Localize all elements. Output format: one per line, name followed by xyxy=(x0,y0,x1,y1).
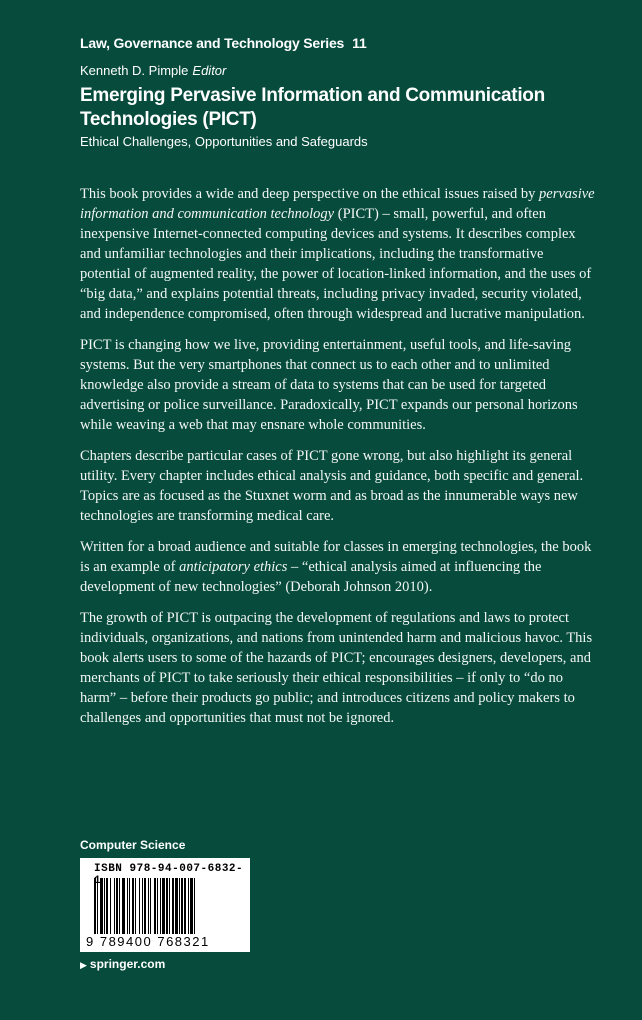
blurb-paragraph-4: Written for a broad audience and suitable for classes in emerging technologies, the book is an example of anticipatory ethics – “ethical analysis aimed at influencing the development of new technologies” (Deborah Johnson 2010). xyxy=(80,539,592,595)
barcode-bar xyxy=(100,878,103,934)
barcode-bar xyxy=(127,878,128,934)
barcode-bar xyxy=(114,878,115,934)
barcode-bar xyxy=(110,878,111,934)
barcode-bar xyxy=(194,878,195,934)
blurb-paragraph-3: Chapters describe particular cases of PICT gone wrong, but also highlight its general utility. Every chapter includes ethical analysis and guidance, both specific and general. Topics are as focused as the Stuxnet worm and as broad as the innumerable ways new technologies are transforming medical care. xyxy=(80,448,584,524)
barcode-bar xyxy=(119,878,120,934)
barcode-bar xyxy=(179,878,180,934)
book-subtitle: Ethical Challenges, Opportunities and Safeguards xyxy=(80,134,368,149)
barcode-digits: 9 789400 768321 xyxy=(86,934,210,949)
barcode-bar xyxy=(169,878,170,934)
barcode-bar xyxy=(104,878,105,934)
editor-role: Editor xyxy=(192,63,227,78)
barcode-bar xyxy=(172,878,174,934)
editor-line xyxy=(80,63,226,78)
barcode-bar xyxy=(175,878,178,934)
barcode-bar xyxy=(106,878,108,934)
barcode-bar xyxy=(184,878,186,934)
barcode-bar xyxy=(132,878,134,934)
book-title: Emerging Pervasive Information and Communication Technologies (PICT) xyxy=(80,85,545,130)
barcode-bar xyxy=(190,878,193,934)
barcode-bar xyxy=(97,878,98,934)
series-name: Law, Governance and Technology Series xyxy=(80,35,345,51)
barcode-bar xyxy=(160,878,161,934)
barcode-bar xyxy=(144,878,146,934)
barcode-bar xyxy=(116,878,118,934)
barcode-bar xyxy=(162,878,165,934)
barcode-bar xyxy=(181,878,183,934)
website-text: springer.com xyxy=(89,957,166,971)
barcode-bar xyxy=(188,878,189,934)
barcode-bar xyxy=(142,878,143,934)
barcode-bar xyxy=(157,878,158,934)
barcode-bar xyxy=(139,878,140,934)
barcode-bar xyxy=(148,878,149,934)
subject-category: Computer Science xyxy=(80,838,186,852)
isbn-barcode xyxy=(80,858,250,952)
barcode-bars xyxy=(94,878,236,934)
arrow-right-icon: ▶ xyxy=(80,960,87,970)
back-cover-blurb xyxy=(80,184,595,739)
series-number: 11 xyxy=(352,35,367,51)
barcode-bar xyxy=(150,878,151,934)
barcode-bar xyxy=(122,878,125,934)
editor-name: Kenneth D. Pimple xyxy=(80,63,189,78)
blurb-paragraph-5: The growth of PICT is outpacing the development of regulations and laws to protect individuals, organizations, and nations from unintended harm and malicious havoc. This book alerts users to some of the hazards of PICT; encourages designers, developers, and merchants of PICT to take seriously their ethical responsibilities – if only to “do no harm” – before their products go public; and introduces citizens and policy makers to challenges and opportunities that must not be ignored. xyxy=(80,610,593,726)
barcode-bar xyxy=(135,878,136,934)
series-title xyxy=(80,35,367,51)
website-link[interactable] xyxy=(80,957,165,971)
barcode-bar xyxy=(166,878,168,934)
barcode-bar xyxy=(154,878,156,934)
blurb-paragraph-2: PICT is changing how we live, providing entertainment, useful tools, and life-saving systems. But the very smartphones that connect us to each other and to unlimited knowledge also provide a stream of data to systems that can be used for targeted advertising or police surveillance. Paradoxically, PICT expands our personal horizons while weaving a web that may ensnare whole communities. xyxy=(80,337,578,433)
barcode-bar xyxy=(129,878,130,934)
isbn-label: ISBN 978-94-007-6832-1 xyxy=(94,863,244,887)
blurb-paragraph-1: This book provides a wide and deep perspective on the ethical issues raised by pervasive information and communication technology (PICT) – small, powerful, and often inexpensive Internet-connected computing devices and systems. It describes complex and unfamiliar technologies and their implications, including the transformative potential of augmented reality, the power of location-linked information, and the uses of “big data,” and explains potential threats, including privacy invaded, security violated, and independence compromised, often through widespread and lucrative manipulation. xyxy=(80,186,595,322)
barcode-bar xyxy=(94,878,96,934)
